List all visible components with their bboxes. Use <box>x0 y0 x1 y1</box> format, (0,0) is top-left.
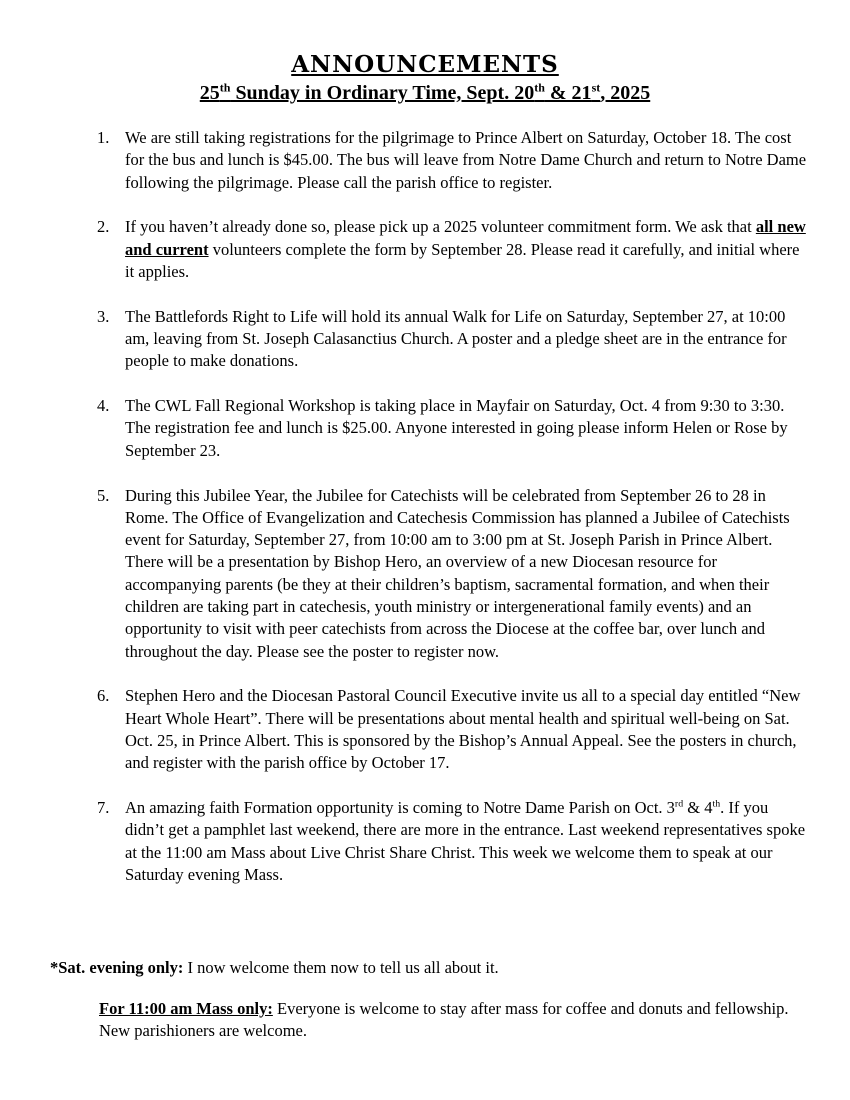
page-title: ANNOUNCEMENTS <box>291 51 559 78</box>
item-number: 4. <box>97 396 110 416</box>
item-text-part: & 4 <box>683 798 713 818</box>
subtitle-part: 25 <box>199 82 220 104</box>
item-number: 5. <box>97 485 110 505</box>
announcement-list <box>97 127 809 909</box>
item-text: We are still taking registrations for the pilgrimage to Prince Albert on Saturday, October 18. The cost for the bus and lunch is $45.00. The bus will leave from Notre Dame Church and return to Notre Dame following the pilgrimage. Please call the parish office to register. <box>125 128 807 192</box>
saturday-note-label: *Sat. evening only: <box>50 958 184 977</box>
item-text: The Battlefords Right to Life will hold its annual Walk for Life on Saturday, September 27, at 10:00 am, leaving from St. Joseph Calasanctius Church. A poster and a pledge sheet are in the entrance for people to make donations. <box>125 306 787 371</box>
announcement-item <box>97 216 809 283</box>
subtitle-superscript: st <box>591 80 601 95</box>
subtitle-part: & 21 <box>544 82 592 104</box>
item-text-part: volunteers complete the form by September 28. Please read it carefully, and initial where it applies. <box>125 239 800 281</box>
item-text: During this Jubilee Year, the Jubilee for Catechists will be celebrated from September 26 to 28 in Rome. The Office of Evangelization and Catechesis Commission has planned a Jubilee of Catechists event for Saturday, September 27, from 10:00 am to 3:00 pm at St. Joseph Parish in Prince Albert. There will be a presentation by Bishop Hero, an overview of a new Diocesan resource for accompanying parents (be they at their children’s baptism, sacramental formation, and when their children are taking part in catechesis, youth ministry or intergenerational family events) and an opportunity to visit with peer catechists from across the Diocese at the coffee bar, over lunch and throughout the day. Please see the poster to register now. <box>125 485 790 661</box>
item-text-part: An amazing faith Formation opportunity is coming to Notre Dame Parish on Oct. 3 <box>125 798 675 818</box>
item-superscript: rd <box>674 798 684 810</box>
announcement-item <box>97 485 809 663</box>
subtitle-part: , 2025 <box>600 82 651 104</box>
coffee-note <box>99 998 811 1043</box>
coffee-note-text: Everyone is welcome to stay after mass for coffee and donuts and fellowship. New parishioners are welcome. <box>99 999 789 1041</box>
item-text-part: . If you didn’t get a pamphlet last weekend, there are more in the entrance. Last weekend representatives spoke at the 11:00 am Mass about Live Christ Share Christ. This week we welcome them to speak at our Saturday evening Mass. <box>125 798 806 885</box>
item-text <box>125 798 805 884</box>
subtitle-part: Sunday in Ordinary Time, Sept. 20 <box>230 82 535 104</box>
item-text: Stephen Hero and the Diocesan Pastoral Council Executive invite us all to a special day entitled “New Heart Whole Heart”. There will be presentations about mental health and spiritual well-being on Sat. Oct. 25, in Prince Albert. This is sponsored by the Bishop’s Annual Appeal. See the posters in church, and register with the parish office by October 17. <box>125 686 801 773</box>
item-text: The CWL Fall Regional Workshop is taking place in Mayfair on Saturday, Oct. 4 from 9:30 to 3:30. The registration fee and lunch is $25.00. Anyone interested in going please inform Helen or Rose by September 23. <box>125 396 788 460</box>
item-number: 1. <box>97 128 110 147</box>
item-superscript: th <box>712 798 721 810</box>
page-subtitle <box>0 80 850 106</box>
subtitle-superscript: th <box>219 80 231 95</box>
announcement-item <box>97 127 809 194</box>
announcement-item <box>97 685 809 774</box>
item-number: 3. <box>97 306 110 326</box>
announcement-item <box>97 395 809 462</box>
item-number: 2. <box>97 217 110 237</box>
item-number: 7. <box>97 798 110 818</box>
item-text-part: If you haven’t already done so, please pick up a 2025 volunteer commitment form. We ask that <box>125 217 756 237</box>
saturday-note-text: I now welcome them now to tell us all about it. <box>183 958 499 977</box>
coffee-note-label: For 11:00 am Mass only: <box>99 999 273 1018</box>
announcement-item <box>97 306 809 373</box>
emphasized-text: all new and current <box>125 217 806 259</box>
item-text <box>125 217 806 281</box>
saturday-note <box>50 957 499 979</box>
item-number: 6. <box>97 686 110 706</box>
subtitle-superscript: th <box>534 80 545 95</box>
announcement-item <box>97 797 809 886</box>
